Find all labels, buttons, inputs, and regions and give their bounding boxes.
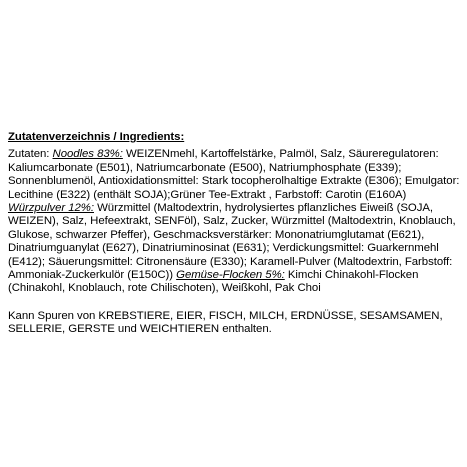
section-label-vegetable-flakes: Gemüse-Flocken 5%:	[176, 269, 285, 282]
text-run: Würzmittel (Maltodextrin, hydrolysiertes pflanzliches Eiweiß (SOJA,	[93, 202, 434, 215]
text-line: Sonnenblumenöl, Antioxidationsmittel: Stark tocopherolhaltige Extrakte (E306); Emulgator:	[8, 175, 460, 188]
text-line	[8, 148, 463, 161]
text-line: (Chinakohl, Knoblauch, rote Chilischoten), Weißkohl, Pak Choi	[8, 282, 321, 295]
text-line	[8, 269, 463, 282]
ingredients-paragraph	[8, 148, 463, 295]
ingredients-title: Zutatenverzeichnis / Ingredients:	[8, 131, 185, 143]
allergen-statement	[8, 310, 463, 337]
text-line: Dinatriumguanylat (E627), Dinatriuminosinat (E631); Verdickungsmittel: Guarkernmehl	[8, 242, 439, 255]
text-line: Lecithine (E322) (enthält SOJA);Grüner Tee-Extrakt , Farbstoff: Carotin (E160A)	[8, 188, 407, 201]
text-run: Kimchi Chinakohl-Flocken	[284, 269, 419, 282]
text-run: Zutaten:	[8, 148, 53, 161]
text-run: Ammoniak-Zuckerkulör (E150C))	[8, 269, 177, 282]
text-line: WEIZEN), Salz, Hefeextrakt, SENFöl), Salz, Zucker, Würzmittel (Maltodextrin, Knoblauch,	[8, 215, 456, 228]
ingredients-label	[8, 131, 463, 337]
text-line: Glukose, schwarzer Pfeffer), Geschmacksverstärker: Mononatriumglutamat (E621),	[8, 228, 425, 241]
section-label-seasoning: Würzpulver 12%:	[8, 202, 94, 215]
text-line: (E412); Säuerungsmittel: Citronensäure (E330); Karamell-Pulver (Maltodextrin, Farbstoff:	[8, 255, 453, 268]
text-line: SELLERIE, GERSTE und WEICHTIEREN enthalten.	[8, 323, 272, 336]
text-line	[8, 202, 463, 215]
section-label-noodles: Noodles 83%:	[52, 148, 123, 161]
text-line: Kann Spuren von KREBSTIERE, EIER, FISCH, MILCH, ERDNÜSSE, SESAMSAMEN,	[8, 309, 443, 322]
text-run: WEIZENmehl, Kartoffelstärke, Palmöl, Salz, Säureregulatoren:	[122, 148, 439, 161]
text-line: Kaliumcarbonate (E501), Natriumcarbonate (E500), Natriumphosphate (E339);	[8, 161, 402, 174]
